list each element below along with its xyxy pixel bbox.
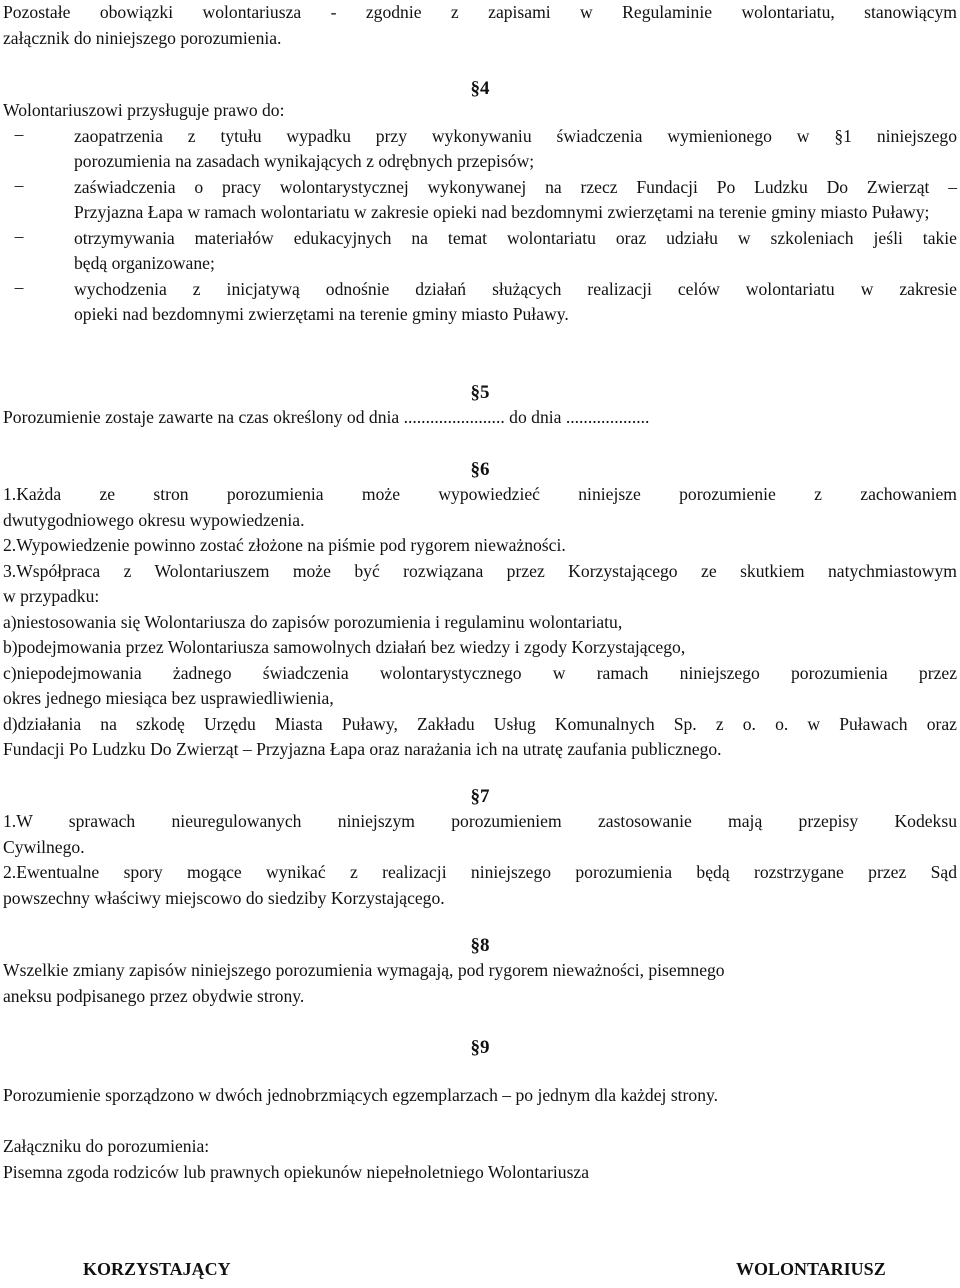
section-6-p1-line-2: dwutygodniowego okresu wypowiedzenia.: [3, 509, 305, 530]
section-6-p2: 2.Wypowiedzenie powinno zostać złożone na piśmie pod rygorem nieważności.: [3, 535, 566, 555]
section-7-body: [3, 809, 957, 911]
rights-list-item: [3, 226, 957, 277]
rights-item-3-line-1: otrzymywania materiałów edukacyjnych na temat wolontariatu oraz udziału w szkoleniach jeśli takie: [74, 227, 957, 248]
rights-item-4-rest: opieki nad bezdomnymi zwierzętami na terenie gminy miasto Puławy.: [74, 304, 569, 324]
attachment-block: [3, 1134, 957, 1185]
section-6-p1-line-1: 1.Każda ze stron porozumienia może wypowiedzieć niniejsze porozumienie z zachowaniem: [3, 484, 957, 504]
section-6-body: [3, 482, 957, 763]
section-6-p3-line-1: 3.Współpraca z Wolontariuszem może być rozwiązana przez Korzystającego ze skutkiem natychmiastowym: [3, 560, 957, 581]
intro-paragraph: [3, 0, 957, 51]
signature-wolontariusz: WOLONTARIUSZ: [736, 1259, 886, 1279]
rights-item-3-rest: będą organizowane;: [74, 253, 215, 273]
rights-list-item: [3, 175, 957, 226]
rights-item-4-line-1: wychodzenia z inicjatywą odnośnie działań służących realizacji celów wolontariatu w zakresie: [74, 278, 957, 299]
section-4-body: [3, 98, 957, 328]
dash-bullet: –: [14, 174, 24, 195]
section-5-body: [3, 405, 957, 431]
dash-bullet: –: [14, 123, 24, 144]
section-9-body: [3, 1083, 957, 1109]
section-6-item-b: b)podejmowania przez Wolontariusza samowolnych działań bez wiedzy i zgody Korzystającego,: [3, 637, 686, 657]
rights-item-1-rest: porozumienia na zasadach wynikających z odrębnych przepisów;: [74, 151, 535, 171]
rights-list-item: [3, 277, 957, 328]
rights-list-item: [3, 124, 957, 175]
section-6-item-c-line-1: c)niepodejmowania żadnego świadczenia wolontarystycznego w ramach niniejszego porozumienia przez: [3, 662, 957, 683]
section-5-heading: §5: [470, 382, 490, 403]
section-7-p1-line-1: 1.W sprawach nieuregulowanych niniejszym porozumieniem zastosowanie mają przepisy Kodeksu: [3, 811, 957, 831]
section-6-item-d-line-2: Fundacji Po Ludzku Do Zwierząt – Przyjazna Łapa oraz narażania ich na utratę zaufania publicznego.: [3, 739, 722, 759]
section-4-heading: §4: [470, 78, 490, 99]
section-5-text: Porozumienie zostaje zawarte na czas określony od dnia ....................... do dnia ...................: [3, 407, 650, 427]
section-8-line-2: aneksu podpisanego przez obydwie strony.: [3, 985, 305, 1006]
section-7-p2-line-1: 2.Ewentualne spory mogące wynikać z realizacji niniejszego porozumienia będą rozstrzygane przez Sąd: [3, 862, 957, 882]
section-6-item-c-line-2: okres jednego miesiąca bez usprawiedliwienia,: [3, 688, 334, 708]
intro-line-2: załącznik do niniejszego porozumienia.: [3, 27, 282, 48]
section-9-heading: §9: [470, 1037, 490, 1058]
section-8-line-1: Wszelkie zmiany zapisów niniejszego porozumienia wymagają, pod rygorem nieważności, pisemnego: [3, 960, 725, 980]
section-4-lead: Wolontariuszowi przysługuje prawo do:: [3, 100, 285, 120]
section-6-p3-line-2: w przypadku:: [3, 586, 100, 606]
dash-bullet: –: [14, 225, 24, 246]
rights-item-1-line-1: zaopatrzenia z tytułu wypadku przy wykonywaniu świadczenia wymienionego w §1 niniejszego: [74, 125, 957, 146]
section-6-item-d-line-1: d)działania na szkodę Urzędu Miasta Puławy, Zakładu Usług Komunalnych Sp. z o. o. w Puławach oraz: [3, 713, 957, 734]
section-7-p2-line-2: powszechny właściwy miejscowo do siedziby Korzystającego.: [3, 887, 445, 908]
section-6-item-a: a)niestosowania się Wolontariusza do zapisów porozumienia i regulaminu wolontariatu,: [3, 611, 623, 632]
rights-item-2-line-1: zaświadczenia o pracy wolontarystycznej wykonywanej na rzecz Fundacji Po Ludzku Do Zwierząt –: [74, 176, 957, 197]
section-6-heading: §6: [470, 459, 490, 480]
attachment-label: Załączniku do porozumienia:: [3, 1136, 210, 1156]
section-7-p1-line-2: Cywilnego.: [3, 836, 85, 857]
section-8-heading: §8: [470, 935, 490, 956]
section-7-heading: §7: [470, 786, 490, 807]
attachment-item: Pisemna zgoda rodziców lub prawnych opiekunów niepełnoletniego Wolontariusza: [3, 1161, 590, 1182]
section-9-text: Porozumienie sporządzono w dwóch jednobrzmiących egzemplarzach – po jednym dla każdej strony.: [3, 1085, 719, 1105]
rights-item-2-rest: Przyjazna Łapa w ramach wolontariatu w zakresie opieki nad bezdomnymi zwierzętami na terenie gminy miasto Puławy;: [74, 202, 930, 222]
signature-korzystajacy: KORZYSTAJĄCY: [83, 1259, 231, 1279]
section-8-body: [3, 958, 957, 1009]
dash-bullet: –: [14, 276, 24, 297]
intro-line-1: Pozostałe obowiązki wolontariusza - zgodnie z zapisami w Regulaminie wolontariatu, stanowiącym: [3, 2, 957, 22]
